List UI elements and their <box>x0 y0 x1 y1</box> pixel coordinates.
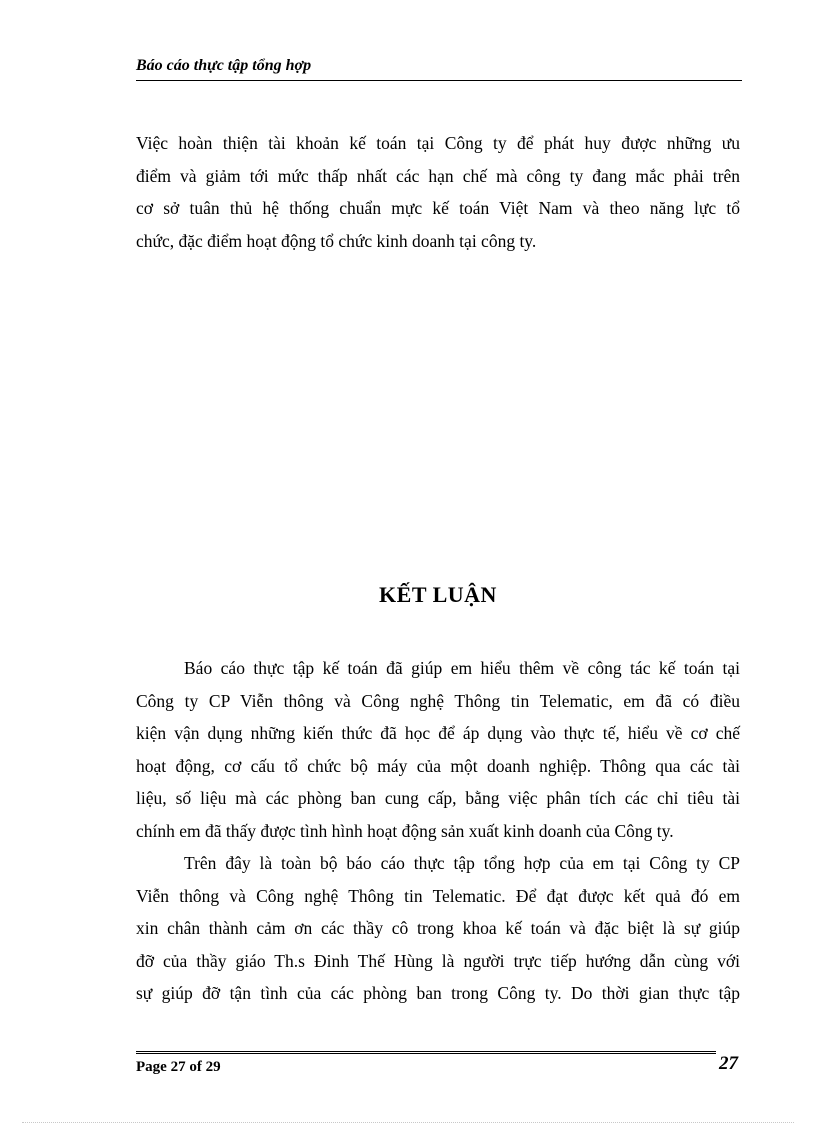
paragraph-line: sự giúp đỡ tận tình của các phòng ban trong Công ty. Do thời gian thực tập <box>136 983 740 1003</box>
header-title: Báo cáo thực tập tổng hợp <box>136 57 312 74</box>
footer-divider <box>136 1051 716 1054</box>
paragraph-line: Việc hoàn thiện tài khoản kế toán tại Công ty để phát huy được những ưu <box>136 133 740 153</box>
paragraph-line: chức, đặc điểm hoạt động tổ chức kinh doanh tại công ty. <box>136 230 537 251</box>
conclusion-paragraph-1 <box>136 652 740 847</box>
paragraph-line: Viễn thông và Công nghệ Thông tin Telematic. Để đạt được kết quả đó em <box>136 885 740 906</box>
page-header <box>136 54 742 81</box>
conclusion-paragraph-2 <box>136 847 740 1010</box>
paragraph-line: Công ty CP Viễn thông và Công nghệ Thông tin Telematic, em đã có điều <box>136 690 740 711</box>
footer-page-label: Page 27 of 29 <box>136 1059 221 1075</box>
section-heading: KẾT LUẬN <box>379 582 497 607</box>
paragraph-line: đỡ của thầy giáo Th.s Đinh Thế Hùng là người trực tiếp hướng dẫn cùng với <box>136 950 740 971</box>
paragraph-line: xin chân thành cảm ơn các thầy cô trong khoa kế toán và đặc biệt là sự giúp <box>136 918 740 938</box>
paragraph-line: liệu, số liệu mà các phòng ban cung cấp, bằng việc phân tích các chỉ tiêu tài <box>136 788 740 808</box>
intro-paragraph <box>136 127 740 257</box>
paragraph-line: chính em đã thấy được tình hình hoạt động sản xuất kinh doanh của Công ty. <box>136 820 674 841</box>
footer-page-number: 27 <box>719 1053 738 1074</box>
paragraph-line: Báo cáo thực tập kế toán đã giúp em hiểu thêm về công tác kế toán tại <box>184 658 740 678</box>
paragraph-line: Trên đây là toàn bộ báo cáo thực tập tổng hợp của em tại Công ty CP <box>184 853 740 873</box>
paragraph-line: hoạt động, cơ cấu tổ chức bộ máy của một doanh nghiệp. Thông qua các tài <box>136 755 740 776</box>
paragraph-line: cơ sở tuân thủ hệ thống chuẩn mực kế toán Việt Nam và theo năng lực tổ <box>136 198 740 218</box>
paragraph-line: điểm và giảm tới mức thấp nhất các hạn chế mà công ty đang mắc phải trên <box>136 165 740 186</box>
paragraph-line: kiện vận dụng những kiến thức đã học để áp dụng vào thực tế, hiểu về cơ chế <box>136 723 740 743</box>
